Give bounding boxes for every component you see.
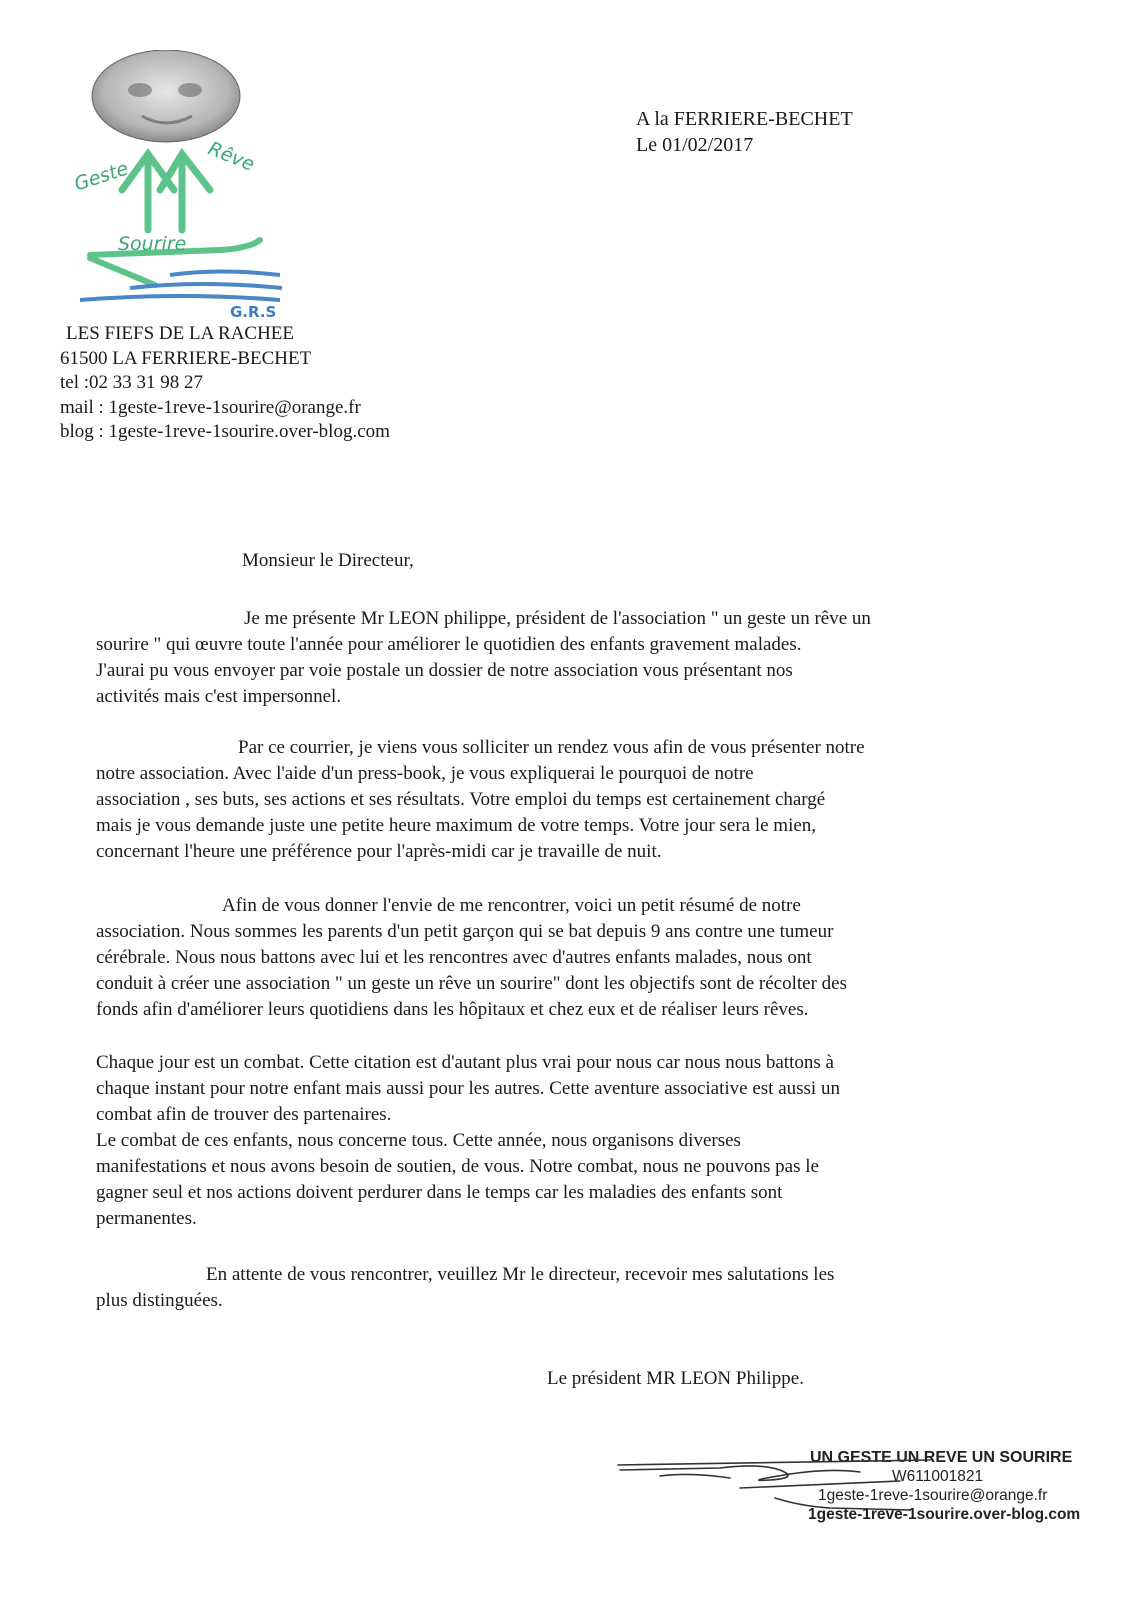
place-date bbox=[636, 106, 853, 158]
text-line: fonds afin d'améliorer leurs quotidiens dans les hôpitaux et chez eux et de réaliser leurs rêves. bbox=[96, 999, 809, 1020]
paragraph-3 bbox=[96, 893, 1006, 1023]
association-logo bbox=[70, 50, 300, 320]
logo-word-sourire: Sourire bbox=[118, 233, 187, 255]
association-stamp bbox=[600, 1448, 1100, 1578]
text-line: permanentes. bbox=[96, 1208, 197, 1229]
logo-word-reve: Rêve bbox=[204, 137, 258, 176]
text-line: En attente de vous rencontrer, veuillez Mr le directeur, recevoir mes salutations les bbox=[206, 1264, 835, 1285]
sender-tel: tel :02 33 31 98 27 bbox=[60, 372, 204, 393]
text-line: Afin de vous donner l'envie de me rencontrer, voici un petit résumé de notre bbox=[222, 895, 801, 916]
logo-word-geste: Geste bbox=[71, 157, 132, 196]
stamp-mail: 1geste-1reve-1sourire@orange.fr bbox=[818, 1487, 1048, 1504]
text-line: sourire " qui œuvre toute l'année pour améliorer le quotidien des enfants gravement malades. bbox=[96, 634, 802, 655]
handwritten-signature bbox=[600, 1448, 1100, 1578]
child-photo bbox=[92, 50, 240, 142]
text-line: J'aurai pu vous envoyer par voie postale un dossier de notre association vous présentant nos bbox=[96, 660, 793, 681]
up-arrows bbox=[122, 154, 210, 230]
logo-initials: G.R.S bbox=[230, 303, 277, 320]
sender-line-2: 61500 LA FERRIERE-BECHET bbox=[60, 347, 312, 369]
sender-address bbox=[60, 322, 390, 445]
sender-mail: mail : 1geste-1reve-1sourire@orange.fr bbox=[60, 396, 361, 418]
stamp-blog: 1geste-1reve-1sourire.over-blog.com bbox=[808, 1506, 1081, 1523]
logo-graphic bbox=[70, 50, 300, 320]
stamp-registration: W611001821 bbox=[892, 1468, 984, 1485]
paragraph-1 bbox=[96, 606, 1006, 710]
text-line: activités mais c'est impersonnel. bbox=[96, 686, 342, 707]
text-line: Je me présente Mr LEON philippe, président de l'association " un geste un rêve un bbox=[244, 608, 871, 629]
wave-lines bbox=[80, 272, 282, 301]
text-line: mais je vous demande juste une petite heure maximum de votre temps. Votre jour sera le mien, bbox=[96, 815, 817, 836]
text-line: association. Nous sommes les parents d'un petit garçon qui se bat depuis 9 ans contre une tumeur bbox=[96, 921, 834, 942]
paragraph-4 bbox=[96, 1050, 1006, 1232]
place: A la FERRIERE-BECHET bbox=[636, 108, 853, 130]
text-line: manifestations et nous avons besoin de soutien, de vous. Notre combat, nous ne pouvons pas le bbox=[96, 1156, 819, 1177]
text-line: chaque instant pour notre enfant mais aussi pour les autres. Cette aventure associative est aussi un bbox=[96, 1078, 840, 1099]
text-line: concernant l'heure une préférence pour l'après-midi car je travaille de nuit. bbox=[96, 841, 662, 862]
text-line: combat afin de trouver des partenaires. bbox=[96, 1104, 392, 1125]
paragraph-2 bbox=[96, 735, 1006, 865]
text-line: conduit à créer une association " un geste un rêve un sourire" dont les objectifs sont de récolter des bbox=[96, 973, 847, 994]
salutation: Monsieur le Directeur, bbox=[242, 550, 414, 571]
text-line: cérébrale. Nous nous battons avec lui et les rencontres avec d'autres enfants malades, nous ont bbox=[96, 947, 812, 968]
text-line: Par ce courrier, je viens vous solliciter un rendez vous afin de vous présenter notre bbox=[238, 737, 865, 758]
text-line: Chaque jour est un combat. Cette citation est d'autant plus vrai pour nous car nous nous battons à bbox=[96, 1052, 834, 1073]
stamp-org: UN GESTE UN REVE UN SOURIRE bbox=[810, 1449, 1073, 1466]
paragraph-5 bbox=[96, 1262, 1006, 1314]
text-line: Le combat de ces enfants, nous concerne tous. Cette année, nous organisons diverses bbox=[96, 1130, 741, 1151]
text-line: gagner seul et nos actions doivent perdurer dans le temps car les maladies des enfants sont bbox=[96, 1182, 783, 1203]
date: Le 01/02/2017 bbox=[636, 134, 754, 156]
sender-blog: blog : 1geste-1reve-1sourire.over-blog.com bbox=[60, 421, 390, 442]
sender-line-1: LES FIEFS DE LA RACHEE bbox=[66, 323, 295, 344]
text-line: association , ses buts, ses actions et ses résultats. Votre emploi du temps est certainement chargé bbox=[96, 789, 826, 810]
signoff: Le président MR LEON Philippe. bbox=[547, 1368, 804, 1389]
text-line: notre association. Avec l'aide d'un press-book, je vous expliquerai le pourquoi de notre bbox=[96, 763, 754, 784]
text-line: plus distinguées. bbox=[96, 1290, 223, 1311]
